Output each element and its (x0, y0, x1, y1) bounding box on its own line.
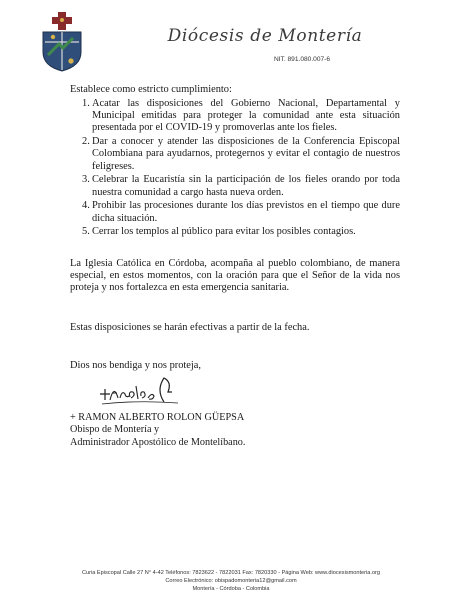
list-item (82, 200, 400, 224)
diocese-crest-logo (37, 12, 87, 72)
item-text: Dar a conocer y atender las disposiciones de la Conferencia Episcopal Colombiana para ayudarnos, protegernos y evitar el contagio de nuestros feligreses. (92, 136, 400, 172)
footer-email: Correo Electrónico: obispadomonteria12@gmail.com (165, 578, 297, 585)
item-text: Prohibir las procesiones durante los días previstos en el tiempo que dure dicha situación. (92, 200, 400, 224)
item-number: 1. (82, 98, 90, 109)
footer-location: Montería - Córdoba - Colombia (192, 586, 270, 593)
item-text: Celebrar la Eucaristía sin la participación de los fieles orando por toda nuestra comunidad a cargo hasta nueva orden. (92, 174, 400, 198)
item-number: 2. (82, 136, 90, 148)
diocese-title: Diócesis de Montería (167, 26, 363, 46)
blessing-line: Dios nos bendiga y nos proteja, (70, 360, 202, 371)
item-text: Cerrar los templos al público para evitar los posibles contagios. (92, 226, 356, 238)
list-item (82, 136, 400, 173)
item-number: 3. (82, 174, 90, 186)
nit-number: NIT. 891.080.007-6 (273, 56, 331, 63)
item-number: 5. (82, 226, 90, 238)
item-text: Acatar las disposiciones del Gobierno Nacional, Departamental y Municipal emitidas para proteger la comunidad ante esta situación presentada por el COVID-19 y promoverlas ante los fieles. (92, 98, 400, 134)
list-item (82, 98, 400, 135)
signer-name: + RAMON ALBERTO ROLON GÜEPSA (70, 412, 245, 423)
list-item (82, 174, 400, 198)
item-number: 4. (82, 200, 90, 212)
effective-date-paragraph: Estas disposiciones se harán efectivas a partir de la fecha. (70, 322, 310, 333)
measures-list (82, 98, 400, 240)
signer-role-line-2: Administrador Apostólico de Montelíbano. (70, 436, 246, 448)
handwritten-signature (98, 372, 188, 412)
signature-block (70, 412, 245, 449)
footer-address: Curia Episcopal Calle 27 N° 4-42 Teléfonos: 7823622 - 7822031 Fax: 7820330 - Página Web: www.diocesismonteria.org (81, 570, 381, 576)
list-item (82, 226, 400, 238)
church-statement-paragraph: La Iglesia Católica en Córdoba, acompaña al pueblo colombiano, de manera especial, en estos momentos, con la oración para que el Señor de la vida nos proteja y nos fortalezca en esta emergencia sanitaria. (70, 258, 400, 294)
intro-text: Establece como estricto cumplimiento: (70, 84, 232, 95)
footer-contact (60, 569, 402, 594)
signer-role-line-1: Obispo de Montería y (70, 424, 160, 436)
